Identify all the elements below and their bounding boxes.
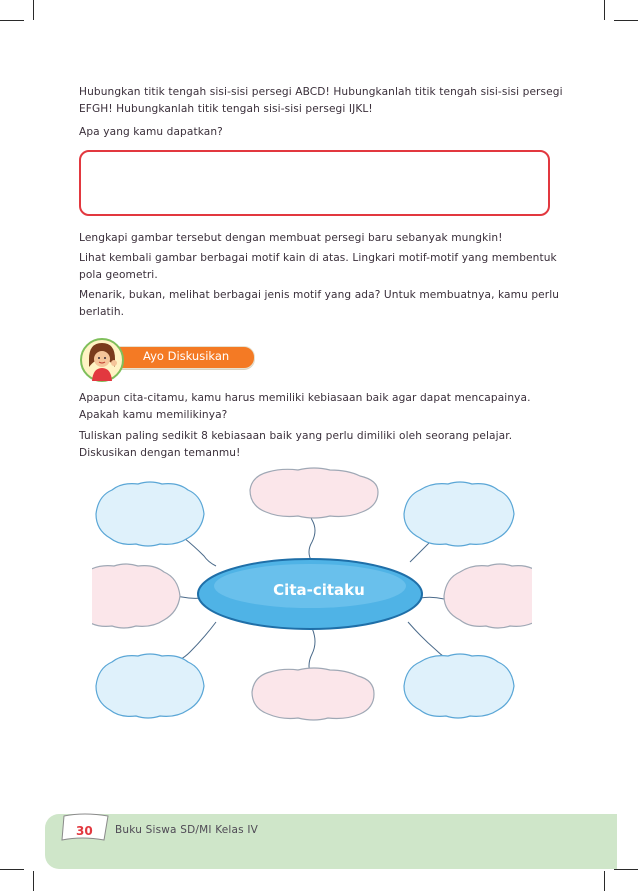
book-title: Buku Siswa SD/MI Kelas IV (115, 824, 259, 836)
instruction-practice: Menarik, bukan, melihat berbagai jenis motif yang ada? Untuk membuatnya, kamu perlu berlatih. (79, 289, 560, 318)
habit-bubble[interactable] (250, 468, 378, 518)
crop-mark (33, 871, 34, 891)
habit-bubble[interactable] (252, 668, 374, 720)
page-number: 30 (76, 824, 93, 838)
girl-avatar-icon (79, 337, 125, 383)
crop-mark (0, 869, 24, 870)
habit-bubble[interactable] (444, 564, 532, 628)
habit-bubble[interactable] (92, 564, 180, 628)
instruction-connect-midpoints: Hubungkan titik tengah sisi-sisi persegi ABCD! Hubungkanlah titik tengah sisi-sisi persegi EFGH! Hubungkanlah titik tengah sisi-sisi persegi IJKL! (79, 86, 563, 115)
crop-mark (33, 0, 34, 20)
crop-mark (614, 869, 638, 870)
answer-box[interactable] (79, 150, 550, 216)
crop-mark (614, 20, 638, 21)
habit-bubble[interactable] (96, 654, 204, 718)
crop-mark (0, 20, 24, 21)
instruction-circle-motifs: Lihat kembali gambar berbagai motif kain di atas. Lingkari motif-motif yang membentuk pola geometri. (79, 252, 557, 281)
badge-label: Ayo Diskusikan (143, 349, 230, 363)
discussion-badge (79, 337, 259, 383)
habit-bubble[interactable] (96, 482, 204, 546)
crop-mark (604, 871, 605, 891)
crop-mark (604, 0, 605, 20)
instruction-complete-drawing: Lengkapi gambar tersebut dengan membuat persegi baru sebanyak mungkin! (79, 232, 503, 244)
instruction-question: Apa yang kamu dapatkan? (79, 126, 223, 138)
mind-map-center-label: Cita-citaku (273, 581, 365, 599)
habit-bubble[interactable] (404, 654, 514, 718)
discussion-task: Tuliskan paling sedikit 8 kebiasaan baik yang perlu dimiliki oleh seorang pelajar. Diskusikan dengan temanmu! (79, 430, 513, 459)
habit-bubble[interactable] (404, 482, 514, 546)
discussion-intro: Apapun cita-citamu, kamu harus memiliki kebiasaan baik agar dapat mencapainya. Apakah kamu memilikinya? (79, 392, 531, 421)
